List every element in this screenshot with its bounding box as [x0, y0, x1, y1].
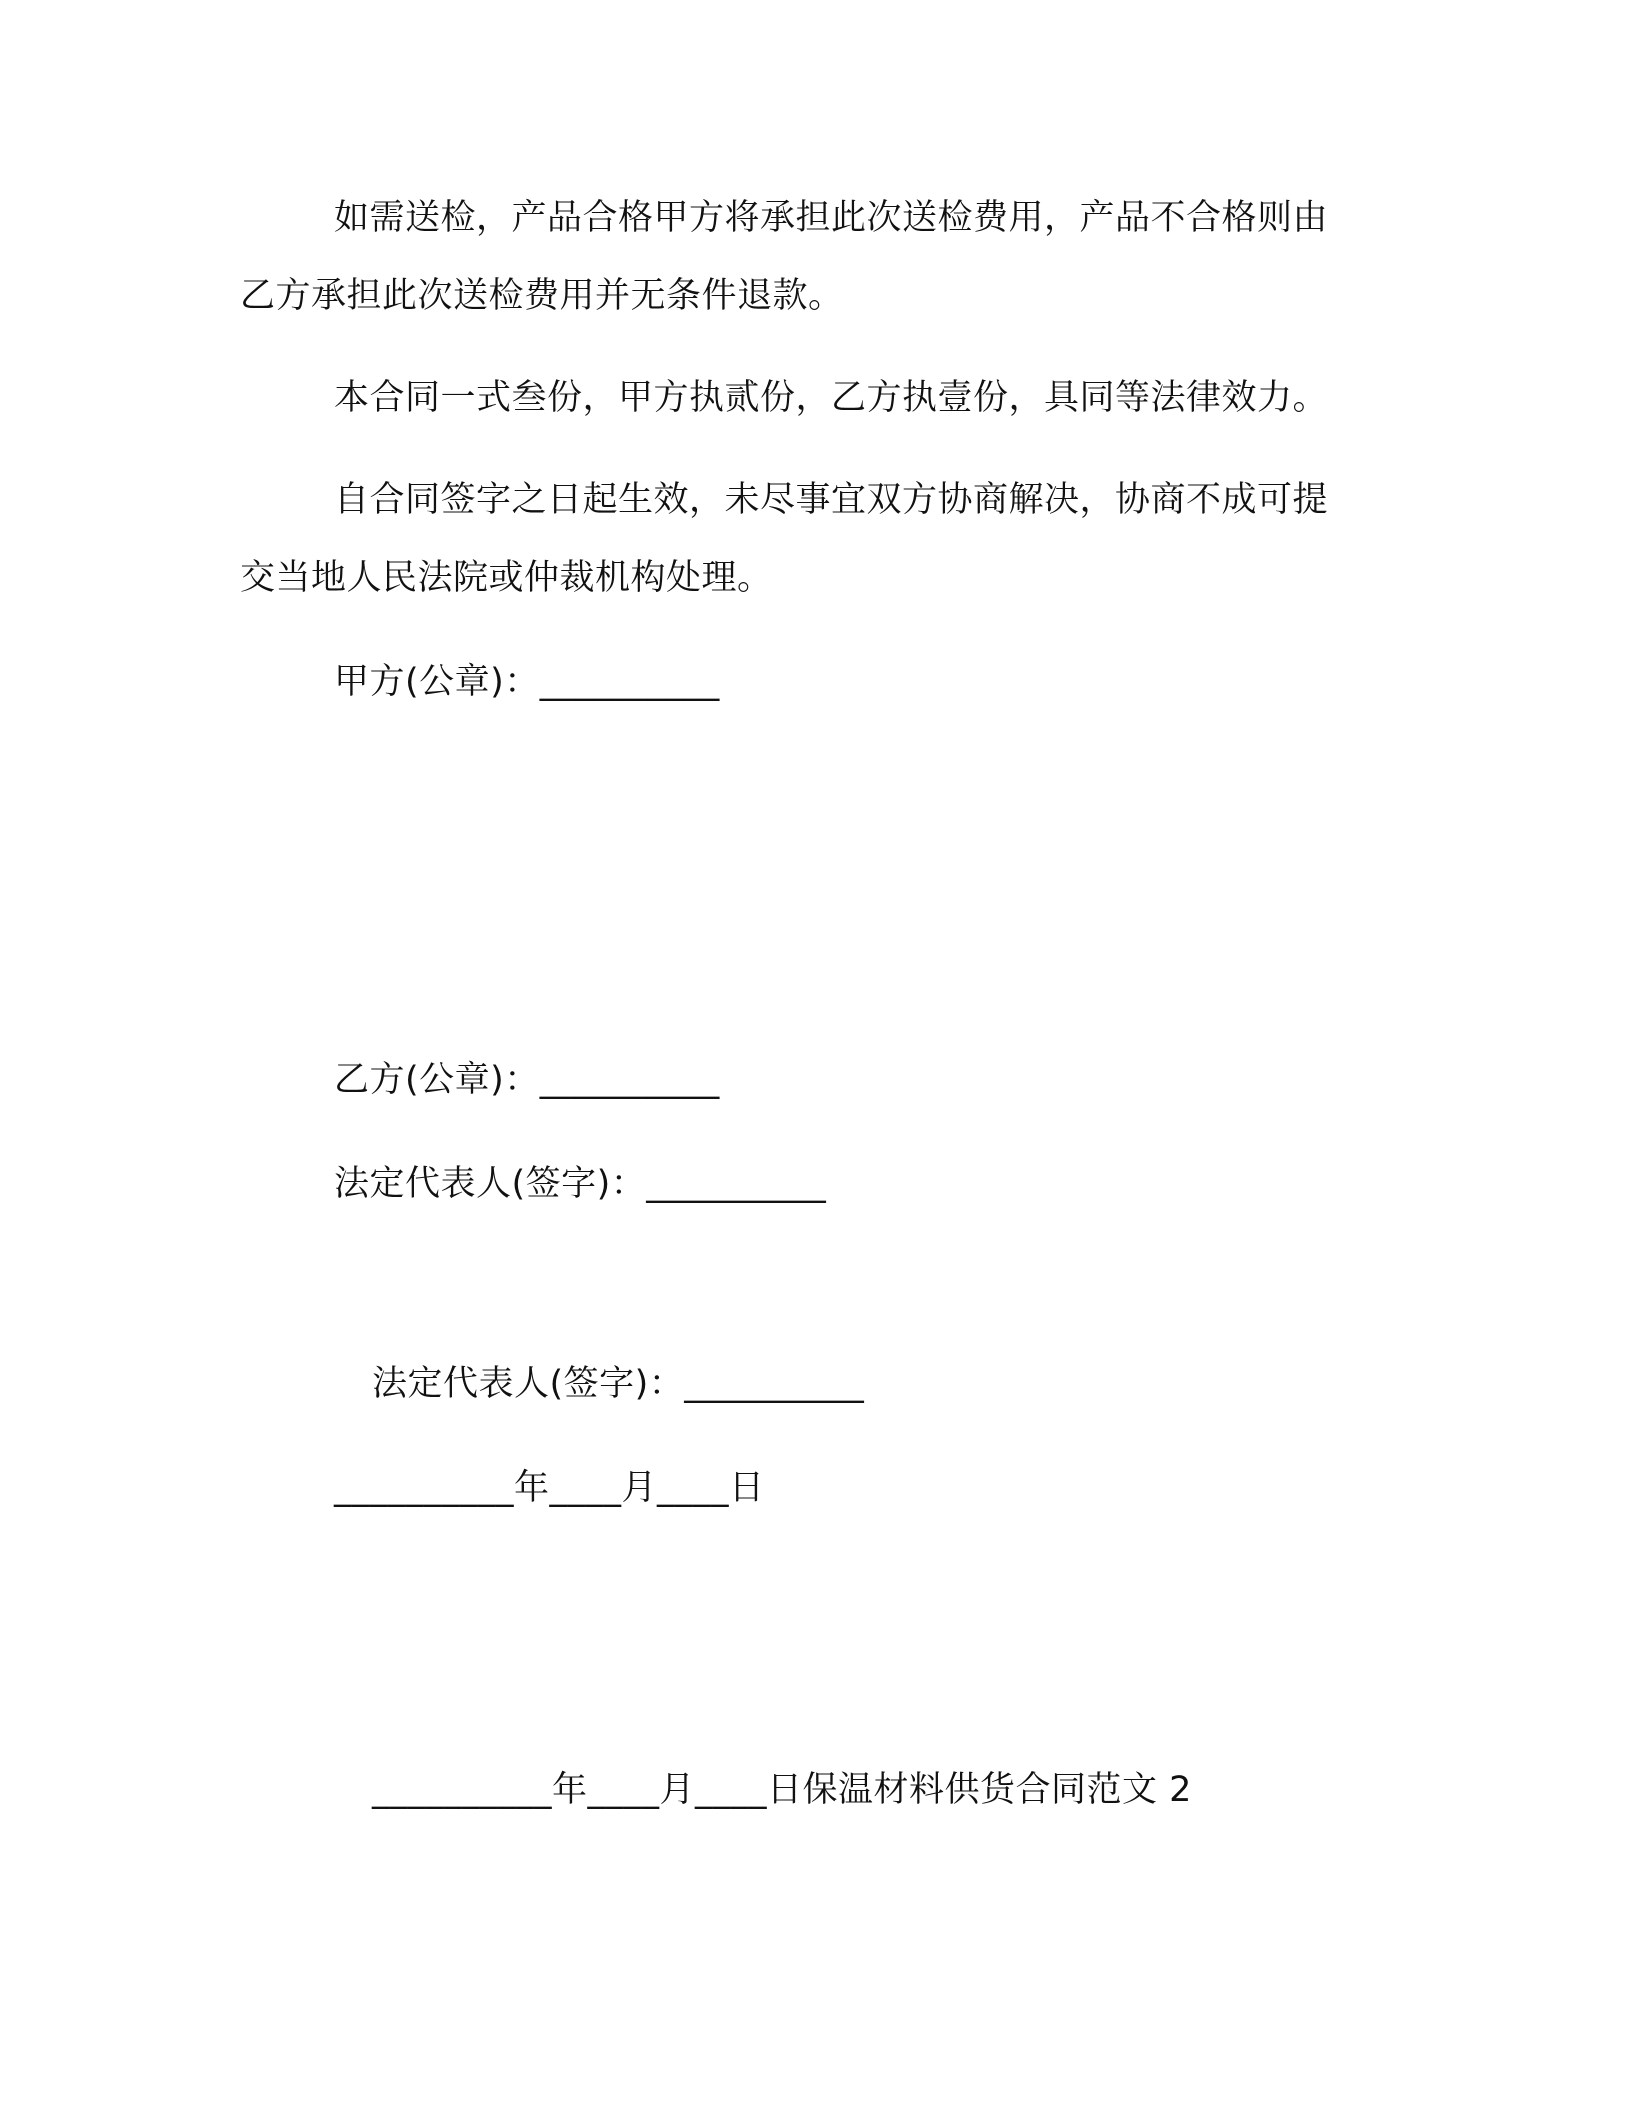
party-a-seal-line: 甲方(公章)：__________ — [334, 662, 720, 702]
legal-representative-line-1: 法定代表人(签字)：__________ — [334, 1164, 827, 1204]
copies-paragraph: 本合同一式叁份，甲方执贰份，乙方执壹份，具同等法律效力。 — [334, 378, 1329, 418]
effective-paragraph-line-1: 自合同签字之日起生效，未尽事宜双方协商解决，协商不成可提 — [334, 480, 1329, 520]
party-b-seal-line: 乙方(公章)：__________ — [334, 1060, 720, 1100]
date-line: __________年____月____日 — [334, 1468, 765, 1508]
effective-paragraph-line-2: 交当地人民法院或仲裁机构处理。 — [240, 558, 773, 598]
legal-representative-line-2: 法定代表人(签字)：__________ — [372, 1364, 865, 1404]
next-contract-title: __________年____月____日保温材料供货合同范文 2 — [372, 1770, 1192, 1810]
inspection-paragraph-line-2: 乙方承担此次送检费用并无条件退款。 — [240, 276, 844, 316]
inspection-paragraph-line-1: 如需送检，产品合格甲方将承担此次送检费用，产品不合格则由 — [334, 198, 1329, 238]
